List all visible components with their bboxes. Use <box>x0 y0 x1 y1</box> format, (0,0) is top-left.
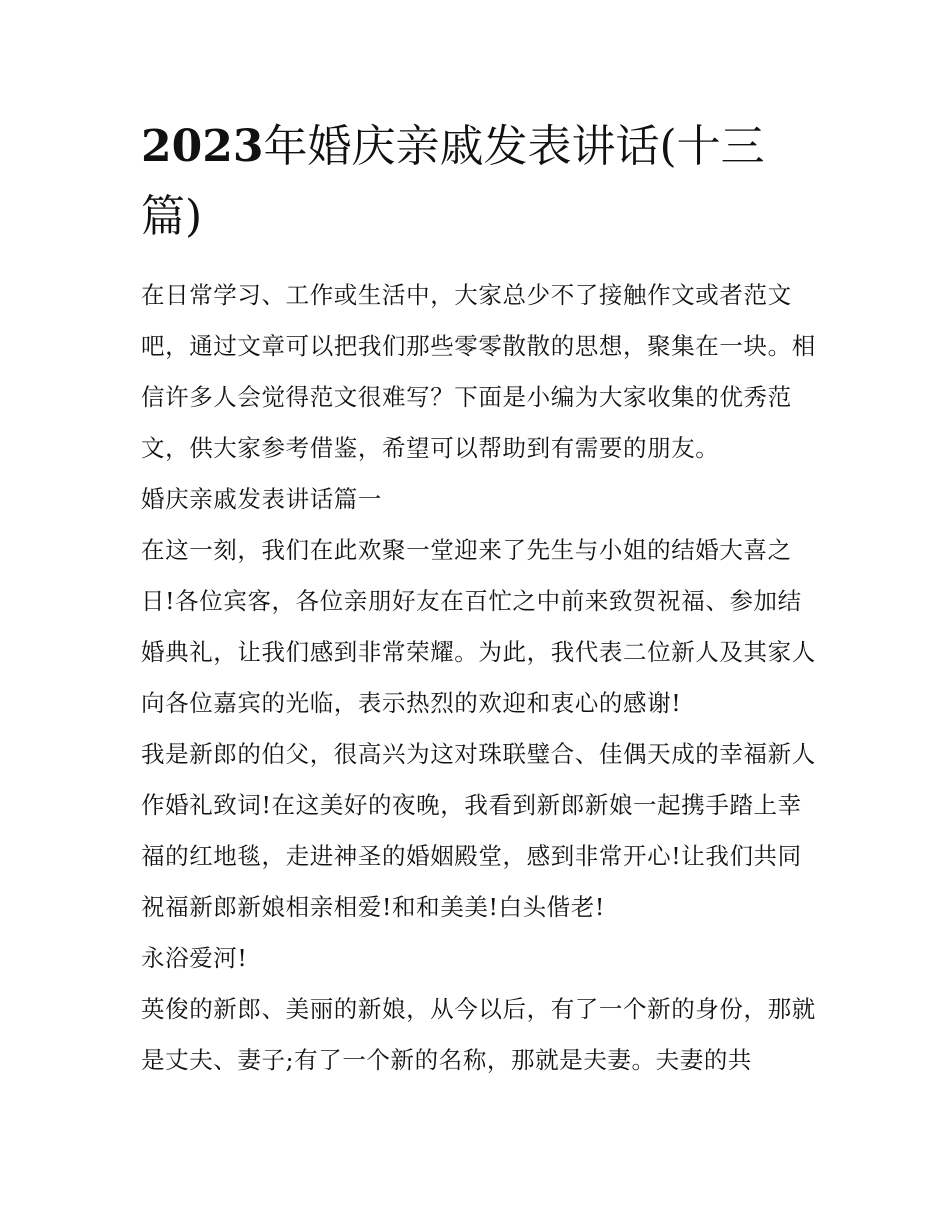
body-paragraph-1: 在这一刻，我们在此欢聚一堂迎来了先生与小姐的结婚大喜之日!各位宾客，各位亲朋好友在百忙之中前来致贺祝福、参加结婚典礼，让我们感到非常荣耀。为此，我代表二位新人及其家人向各位嘉宾的光临，表示热烈的欢迎和衷心的感谢! <box>141 536 816 717</box>
body-paragraph-4: 英俊的新郎、美丽的新娘，从今以后，有了一个新的身份，那就是丈夫、妻子;有了一个新的名称，那就是夫妻。夫妻的共 <box>141 995 816 1074</box>
title-text: 年婚庆亲戚发表讲话(十三篇) <box>141 121 765 242</box>
section-heading: 婚庆亲戚发表讲话篇一 <box>141 485 382 513</box>
title-year: 2023 <box>141 121 264 172</box>
intro-paragraph: 在日常学习、工作或生活中，大家总少不了接触作文或者范文吧，通过文章可以把我们那些零零散散的思想，聚集在一块。相信许多人会觉得范文很难写？下面是小编为大家收集的优秀范文，供大家参考借鉴，希望可以帮助到有需要的朋友。 <box>141 281 816 462</box>
document-title <box>141 112 821 252</box>
body-paragraph-3: 永浴爱河! <box>141 944 248 972</box>
body-paragraph-2: 我是新郎的伯父，很高兴为这对珠联璧合、佳偶天成的幸福新人作婚礼致词!在这美好的夜晚，我看到新郎新娘一起携手踏上幸福的红地毯，走进神圣的婚姻殿堂，感到非常开心!让我们共同祝福新郎新娘相亲相爱!和和美美!白头偕老! <box>141 740 816 921</box>
document-page <box>141 112 821 1086</box>
